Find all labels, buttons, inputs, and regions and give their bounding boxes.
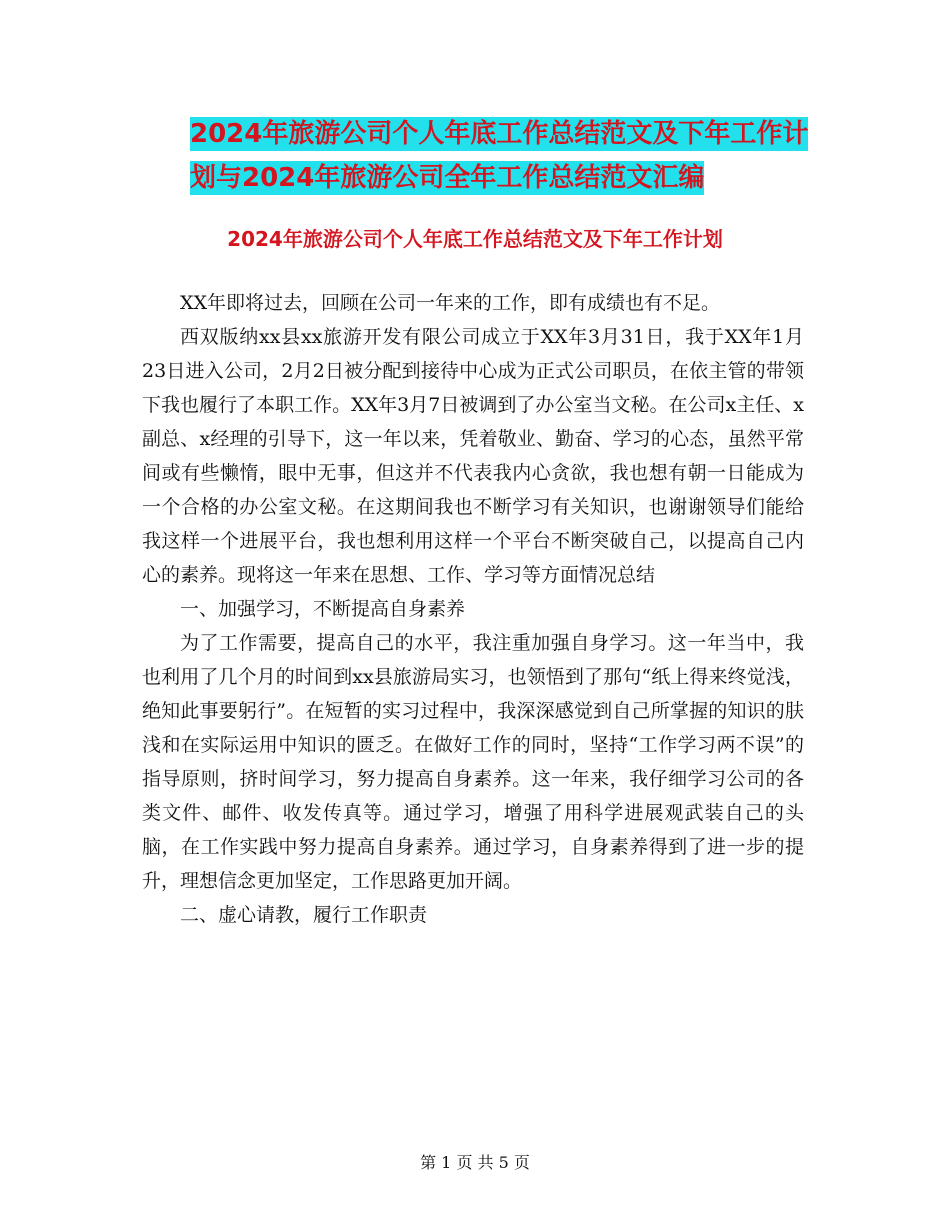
document-title-text: 2024年旅游公司个人年底工作总结范文及下年工作计划与2024年旅游公司全年工作总结范文汇编 bbox=[190, 119, 809, 193]
section-heading: 二、虚心请教，履行工作职责 bbox=[180, 904, 428, 926]
section-title: 2024年旅游公司个人年底工作总结范文及下年工作计划 bbox=[227, 227, 723, 251]
document-body bbox=[142, 286, 804, 932]
section-heading: 一、加强学习，不断提高自身素养 bbox=[180, 598, 466, 620]
body-paragraph: 为了工作需要，提高自己的水平，我注重加强自身学习。这一年当中，我也利用了几个月的时间到xx县旅游局实习，也领悟到了那句“纸上得来终觉浅，绝知此事要躬行”。在短暂的实习过程中，我深深感觉到自己所掌握的知识的肤浅和在实际运用中知识的匮乏。在做好工作的同时，坚持“工作学习两不误”的指导原则，挤时间学习，努力提高自身素养。这一年来，我仔细学习公司的各类文件、邮件、收发传真等。通过学习，增强了用科学进展观武装自己的头脑，在工作实践中努力提高自身素养。通过学习，自身素养得到了进一步的提升，理想信念更加坚定，工作思路更加开阔。 bbox=[142, 632, 804, 892]
body-paragraph: 西双版纳xx县xx旅游开发有限公司成立于XX年3月31日，我于XX年1月23日进入公司，2月2日被分配到接待中心成为正式公司职员，在依主管的带领下我也履行了本职工作。XX年3月7日被调到了办公室当文秘。在公司x主任、x副总、x经理的引导下，这一年以来，凭着敬业、勤奋、学习的心态，虽然平常间或有些懒惰，眼中无事，但这并不代表我内心贪欲，我也想有朝一日能成为一个合格的办公室文秘。在这期间我也不断学习有关知识，也谢谢领导们能给我这样一个进展平台，我也想利用这样一个平台不断突破自己，以提高自己内心的素养。现将这一年来在思想、工作、学习等方面情况总结 bbox=[142, 326, 804, 586]
body-paragraph: XX年即将过去，回顾在公司一年来的工作，即有成绩也有不足。 bbox=[180, 292, 721, 314]
document-title bbox=[190, 112, 810, 200]
page-number-footer: 第 1 页 共 5 页 bbox=[420, 1153, 530, 1172]
